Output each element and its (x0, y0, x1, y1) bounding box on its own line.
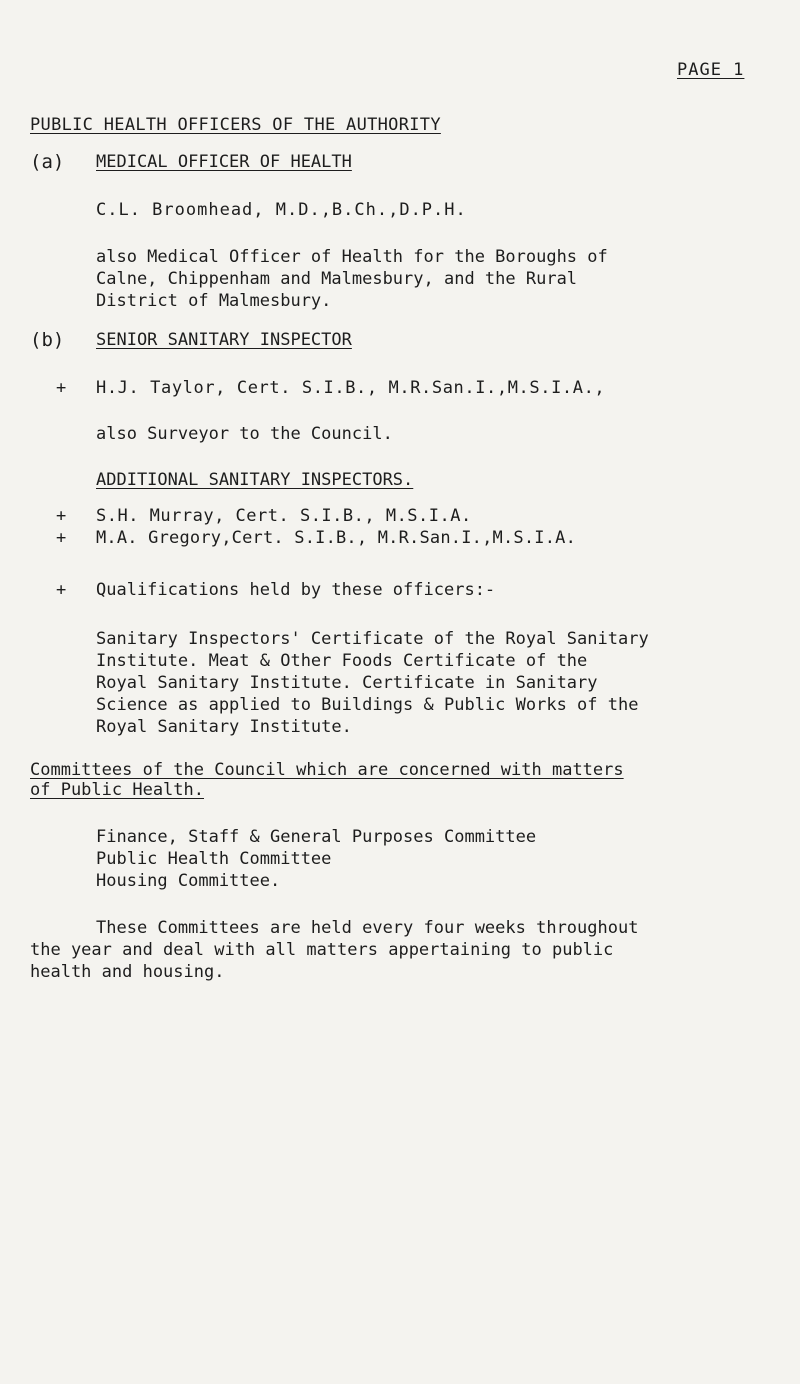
section-a-title: MEDICAL OFFICER OF HEALTH (96, 152, 352, 172)
plus-marker: + (56, 506, 67, 526)
medical-officer-note-line: District of Malmesbury. (96, 291, 332, 311)
committee-item: Housing Committee. (96, 871, 281, 891)
committee-item: Public Health Committee (96, 849, 332, 869)
qualifications-title: Qualifications held by these officers:- (96, 580, 496, 600)
qualifications-line: Royal Sanitary Institute. (96, 717, 352, 737)
plus-marker: + (56, 378, 67, 398)
qualifications-line: Royal Sanitary Institute. Certificate in Sanitary (96, 673, 598, 693)
plus-marker: + (56, 580, 67, 600)
page-number: PAGE 1 (677, 60, 745, 80)
additional-inspector-entry: S.H. Murray, Cert. S.I.B., M.S.I.A. (96, 506, 472, 526)
qualifications-line: Science as applied to Buildings & Public Works of the (96, 695, 639, 715)
medical-officer-note-line: also Medical Officer of Health for the Boroughs of (96, 247, 608, 267)
additional-inspectors-title: ADDITIONAL SANITARY INSPECTORS. (96, 470, 414, 490)
additional-inspector-entry: M.A. Gregory,Cert. S.I.B., M.R.San.I.,M.S.I.A. (96, 528, 577, 548)
committees-title-line: of Public Health. (30, 780, 204, 800)
committee-item: Finance, Staff & General Purposes Committee (96, 827, 537, 847)
committees-closing-line: the year and deal with all matters appertaining to public (30, 940, 614, 960)
medical-officer-note-line: Calne, Chippenham and Malmesbury, and the Rural (96, 269, 578, 289)
document-heading: PUBLIC HEALTH OFFICERS OF THE AUTHORITY (30, 115, 441, 135)
plus-marker: + (56, 528, 67, 548)
senior-inspector-note: also Surveyor to the Council. (96, 424, 393, 444)
section-b-marker: (b) (30, 329, 65, 351)
committees-title-line: Committees of the Council which are concerned with matters (30, 760, 624, 780)
committees-closing-line: These Committees are held every four weeks throughout (96, 918, 639, 938)
qualifications-line: Sanitary Inspectors' Certificate of the Royal Sanitary (96, 629, 649, 649)
medical-officer-name: C.L. Broomhead, M.D.,B.Ch.,D.P.H. (96, 200, 467, 220)
senior-inspector-name: H.J. Taylor, Cert. S.I.B., M.R.San.I.,M.S.I.A., (96, 378, 606, 398)
section-b-title: SENIOR SANITARY INSPECTOR (96, 330, 352, 350)
section-a-marker: (a) (30, 151, 65, 173)
committees-closing-line: health and housing. (30, 962, 225, 982)
qualifications-line: Institute. Meat & Other Foods Certificate of the (96, 651, 588, 671)
